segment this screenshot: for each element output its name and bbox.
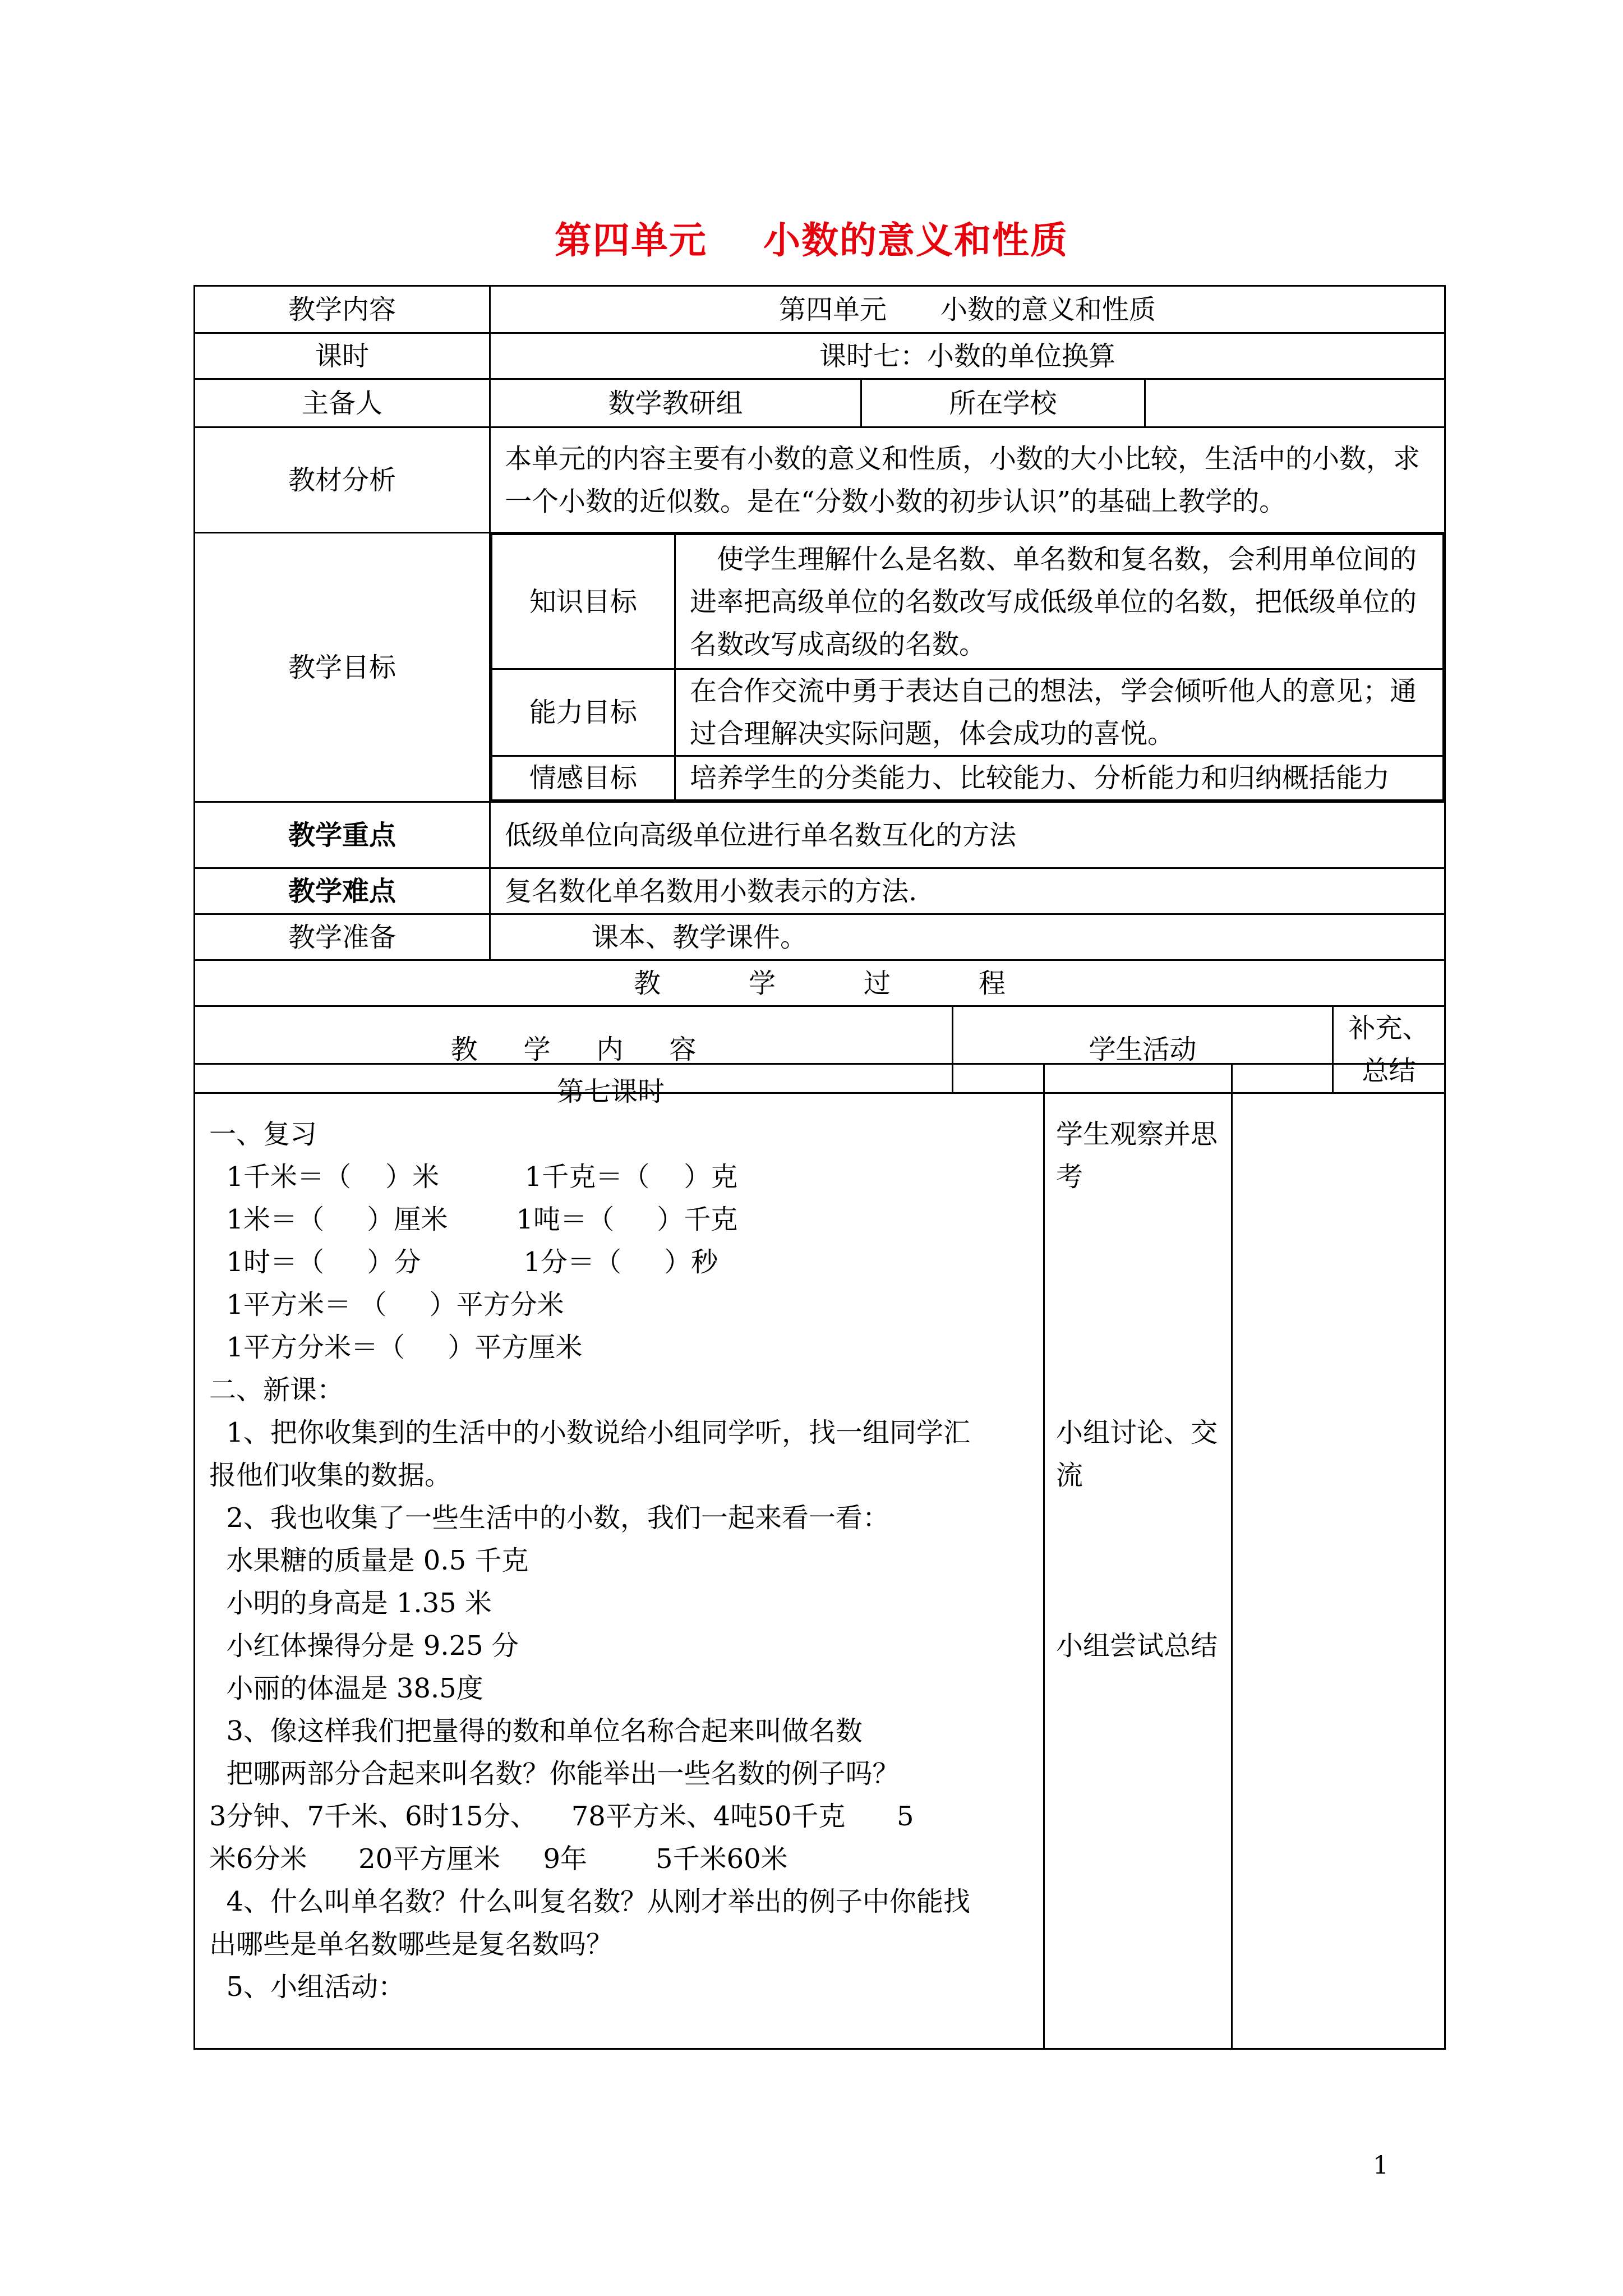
lesson-line: 5、小组活动： bbox=[209, 1971, 405, 2003]
process-title-char: 学 bbox=[748, 967, 776, 999]
lesson-line: 3、像这样我们把量得的数和单位名称合起来叫做名数 bbox=[209, 1715, 863, 1747]
column-header-char: 内 bbox=[596, 1034, 624, 1065]
lesson-line: 1米＝（ ）厘米 1吨＝（ ）千克 bbox=[209, 1204, 738, 1235]
activity-observe: 学生观察并思考 bbox=[1056, 1119, 1218, 1193]
difficulty-text: 复名数化单名数用小数表示的方法. bbox=[490, 868, 1445, 914]
lesson-line: 二、新课： bbox=[209, 1374, 344, 1406]
title-topic: 小数的意义和性质 bbox=[763, 218, 1068, 262]
column-header-char: 学 bbox=[523, 1034, 551, 1065]
school-label: 所在学校 bbox=[861, 379, 1145, 427]
row-analysis bbox=[195, 427, 1445, 533]
lesson-line: 1平方分米＝（ ）平方厘米 bbox=[209, 1332, 583, 1363]
content-label: 教学内容 bbox=[195, 286, 490, 333]
row-preparer bbox=[195, 379, 1445, 427]
objectives-label: 教学目标 bbox=[195, 533, 490, 802]
objective-ability-label: 能力目标 bbox=[492, 669, 675, 756]
objective-emotion-label: 情感目标 bbox=[492, 756, 675, 800]
content-value: 第四单元 小数的意义和性质 bbox=[490, 286, 1445, 333]
lesson-line: 小明的身高是 1.35 米 bbox=[209, 1588, 492, 1619]
difficulty-label: 教学难点 bbox=[195, 868, 490, 914]
summary-cell bbox=[1232, 1064, 1445, 2049]
objectives-cell bbox=[490, 533, 1445, 802]
preparation-label: 教学准备 bbox=[195, 914, 490, 960]
lesson-line: 1时＝（ ）分 1分＝（ ）秒 bbox=[209, 1246, 718, 1278]
lesson-line: 小丽的体温是 38.5度 bbox=[209, 1673, 483, 1704]
column-header-summary: 补充、 总结 bbox=[1333, 1006, 1445, 1093]
student-activities bbox=[1044, 1064, 1232, 2049]
lesson-line: 2、我也收集了一些生活中的小数，我们一起来看一看： bbox=[209, 1502, 890, 1534]
lesson-plan-table bbox=[193, 285, 1446, 1094]
analysis-label: 教材分析 bbox=[195, 427, 490, 533]
lesson-line: 一、复习 bbox=[209, 1119, 317, 1150]
preparer-value: 数学教研组 bbox=[490, 379, 861, 427]
key-point-label: 教学重点 bbox=[195, 802, 490, 868]
preparation-text: 课本、教学课件。 bbox=[490, 914, 1445, 960]
column-header-char: 教 bbox=[450, 1034, 478, 1065]
row-content bbox=[195, 286, 1445, 333]
objective-ability-text: 在合作交流中勇于表达自己的想法，学会倾听他人的意见；通过合理解决实际问题，体会成功的喜悦。 bbox=[675, 669, 1444, 756]
lesson-line: 把哪两部分合起来叫名数？你能举出一些名数的例子吗？ bbox=[209, 1758, 900, 1789]
objective-emotion-text: 培养学生的分类能力、比较能力、分析能力和归纳概括能力 bbox=[675, 756, 1444, 800]
lesson-line: 1、把你收集到的生活中的小数说给小组同学听，找一组同学汇 bbox=[209, 1417, 971, 1448]
objectives-subtable bbox=[491, 533, 1444, 801]
row-key-point bbox=[195, 802, 1445, 868]
objective-knowledge-label: 知识目标 bbox=[492, 535, 675, 669]
lesson-content bbox=[195, 1064, 1044, 2049]
process-title-char: 程 bbox=[978, 967, 1006, 999]
process-title-char: 过 bbox=[863, 967, 891, 999]
page-number: 1 bbox=[1373, 2151, 1389, 2180]
lesson-line: 3分钟、7千米、6时15分、 78平方米、4吨50千克 5 bbox=[209, 1801, 914, 1832]
lesson-heading: 第七课时 bbox=[557, 1076, 665, 1107]
lesson-line: 1千米＝（ ）米 1千克＝（ ）克 bbox=[209, 1161, 738, 1193]
period-value: 课时七：小数的单位换算 bbox=[490, 333, 1445, 379]
period-label: 课时 bbox=[195, 333, 490, 379]
lesson-line: 1平方米＝ （ ）平方分米 bbox=[209, 1289, 564, 1320]
row-objectives bbox=[195, 533, 1445, 802]
lesson-line: 报他们收集的数据。 bbox=[209, 1460, 452, 1491]
lesson-line: 米6分米 20平方厘米 9年 5千米60米 bbox=[209, 1843, 788, 1875]
lesson-body-table bbox=[193, 1063, 1446, 2050]
objective-knowledge-text: 使学生理解什么是名数、单名数和复名数，会利用单位间的进率把高级单位的名数改写成低级单位的名数，把低级单位的名数改写成高级的名数。 bbox=[675, 535, 1444, 669]
document-title bbox=[0, 210, 1623, 264]
school-value bbox=[1145, 379, 1445, 427]
title-unit: 第四单元 bbox=[555, 218, 707, 262]
objective-emotion bbox=[492, 756, 1444, 800]
preparer-label: 主备人 bbox=[195, 379, 490, 427]
row-process-title bbox=[195, 960, 1445, 1006]
activity-summarize: 小组尝试总结 bbox=[1056, 1630, 1218, 1662]
column-header-student: 学生活动 bbox=[953, 1006, 1333, 1093]
row-lesson-body bbox=[195, 1064, 1445, 2049]
objective-knowledge bbox=[492, 535, 1444, 669]
activity-discuss: 小组讨论、交流 bbox=[1056, 1417, 1218, 1491]
lesson-line: 出哪些是单名数哪些是复名数吗？ bbox=[209, 1929, 614, 1960]
key-point-text: 低级单位向高级单位进行单名数互化的方法 bbox=[490, 802, 1445, 868]
objective-ability bbox=[492, 669, 1444, 756]
column-header-char: 容 bbox=[669, 1034, 697, 1065]
lesson-line: 4、什么叫单名数？什么叫复名数？从刚才举出的例子中你能找 bbox=[209, 1886, 971, 1917]
process-title-char: 教 bbox=[633, 967, 661, 999]
process-title bbox=[195, 960, 1445, 1006]
row-preparation bbox=[195, 914, 1445, 960]
lesson-line: 小红体操得分是 9.25 分 bbox=[209, 1630, 519, 1662]
row-difficulty bbox=[195, 868, 1445, 914]
row-period bbox=[195, 333, 1445, 379]
analysis-text: 本单元的内容主要有小数的意义和性质，小数的大小比较，生活中的小数，求一个小数的近似数。是在“分数小数的初步认识”的基础上教学的。 bbox=[490, 427, 1445, 533]
lesson-line: 水果糖的质量是 0.5 千克 bbox=[209, 1545, 529, 1576]
